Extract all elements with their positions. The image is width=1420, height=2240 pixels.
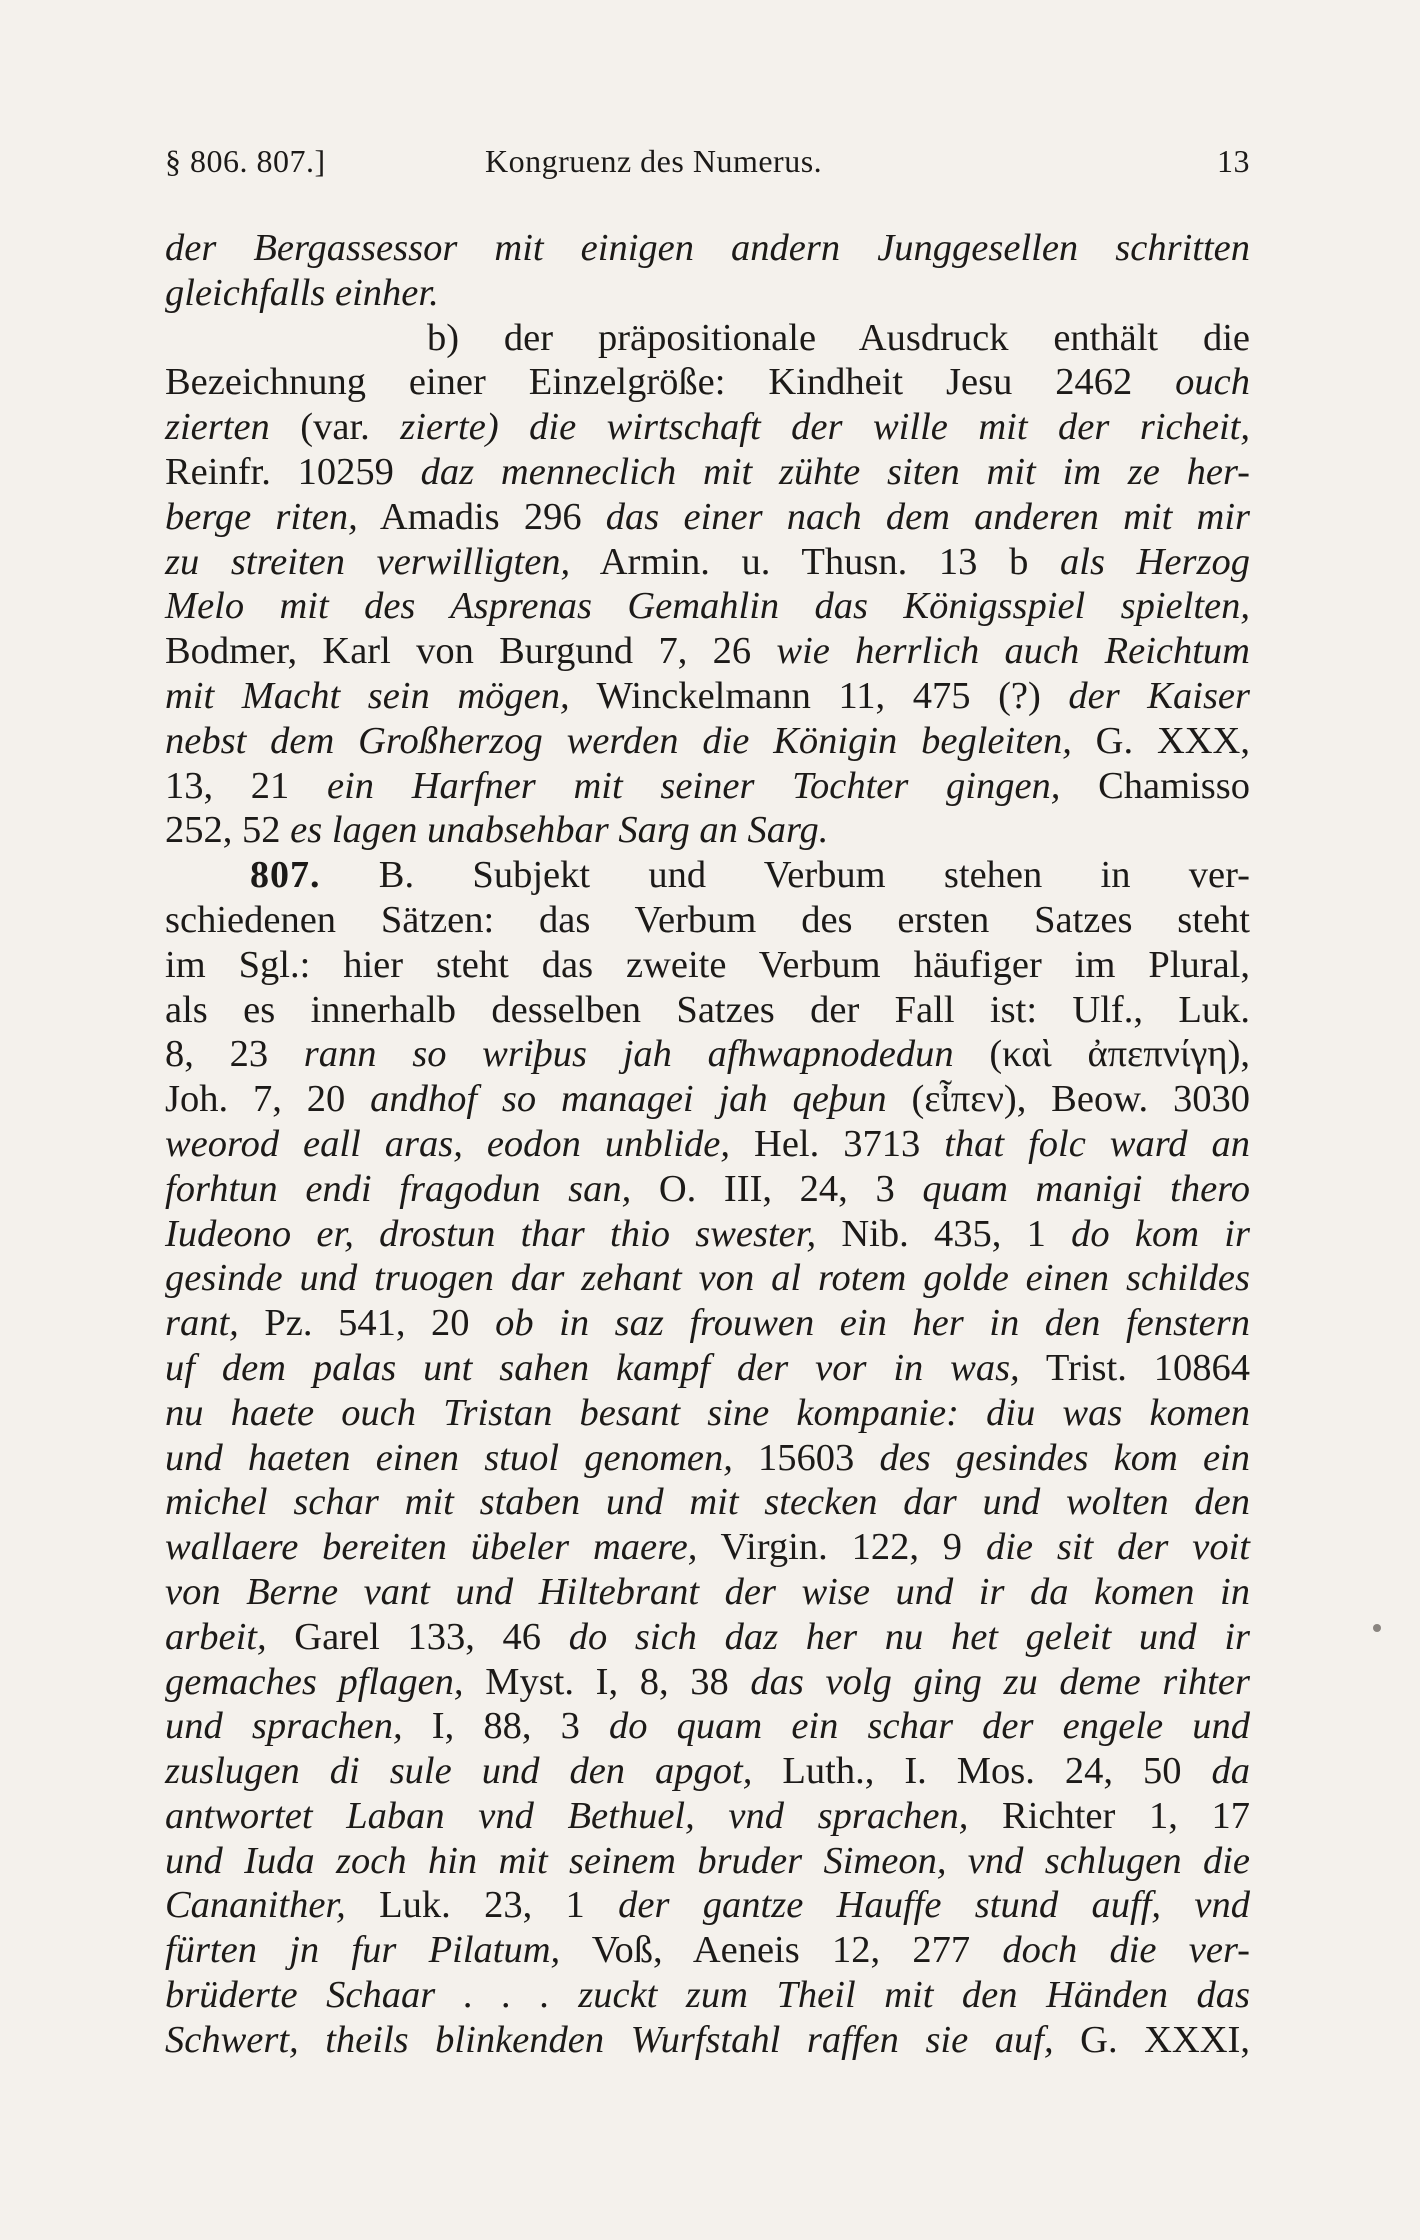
- text-line: [165, 1615, 1250, 1660]
- quoted-text: brüderte Schaar . . . zuckt zum Theil mit den Händen das: [165, 1974, 1250, 2017]
- quoted-text: gemaches pflagen,: [165, 1660, 464, 1703]
- citation-text: Amadis 296: [357, 495, 606, 538]
- quoted-text: arbeit,: [165, 1615, 267, 1658]
- citation-text: Joh. 7, 20: [165, 1078, 371, 1121]
- text-line: [165, 1794, 1250, 1839]
- text-line: [165, 764, 1250, 809]
- citation-text: 8, 23: [165, 1033, 304, 1076]
- quoted-text: der Kaiser: [1068, 674, 1250, 717]
- text-line: [165, 1301, 1250, 1346]
- text-line: [165, 808, 1250, 853]
- text-line: [165, 1032, 1250, 1077]
- quoted-text: und Iuda zoch hin mit seinem bruder Simeon, vnd schlugen die: [165, 1839, 1250, 1882]
- running-header: [165, 143, 1250, 187]
- text-line: [165, 943, 1250, 988]
- quoted-text: do quam ein schar der engele und: [609, 1705, 1250, 1748]
- citation-text: Reinfr. 10259: [165, 450, 421, 493]
- citation-text: G. XXXI,: [1053, 2018, 1250, 2061]
- text-line: [165, 1928, 1250, 1973]
- citation-text: Pz. 541, 20: [238, 1302, 496, 1345]
- citation-text: B. Subjekt und Verbum stehen in ver-: [320, 854, 1250, 897]
- text-line: [165, 1212, 1250, 1257]
- quoted-text: als Herzog: [1060, 540, 1250, 583]
- citation-text: Richter 1, 17: [968, 1794, 1250, 1837]
- citation-text: Hel. 3713: [730, 1122, 945, 1165]
- citation-text: Winckelmann 11, 475 (?): [569, 674, 1069, 717]
- text-line: [165, 629, 1250, 674]
- quoted-text: wie herrlich auch Reichtum: [776, 630, 1250, 673]
- text-line: [165, 1839, 1250, 1884]
- quoted-text: do sich daz her nu het geleit und ir: [568, 1615, 1250, 1658]
- text-line: [165, 360, 1250, 405]
- quoted-text: da: [1211, 1750, 1250, 1793]
- citation-text: O. III, 24, 3: [631, 1167, 923, 1210]
- text-line: [165, 988, 1250, 1033]
- citation-text: 252, 52: [165, 809, 291, 852]
- text-line: [165, 1660, 1250, 1705]
- quoted-text: ob in saz frouwen ein her in den fenstern: [495, 1302, 1251, 1345]
- citation-text: Bezeichnung einer Einzelgröße: Kindheit Jesu 2462: [165, 361, 1176, 404]
- citation-text: b) der präpositionale Ausdruck enthält die: [427, 316, 1250, 359]
- citation-text: Chamisso: [1060, 764, 1250, 807]
- quoted-text: und haeten einen stuol genomen,: [165, 1436, 733, 1479]
- quoted-text: zierte) die wirtschaft der wille mit der richeit,: [400, 406, 1250, 449]
- citation-text: (εἶπεν), Beow. 3030: [886, 1078, 1251, 1121]
- page-body-text: [165, 226, 1250, 2063]
- text-line: [165, 405, 1250, 450]
- text-line: [165, 271, 1250, 316]
- citation-text: als es innerhalb desselben Satzes der Fall ist: Ulf., Luk.: [165, 988, 1250, 1031]
- citation-text: 13, 21: [165, 764, 327, 807]
- citation-text: (καὶ ἀπεπνίγη),: [953, 1033, 1251, 1076]
- text-line: [165, 450, 1250, 495]
- text-line: [165, 853, 1250, 898]
- quoted-text: das einer nach dem anderen mit mir: [605, 495, 1250, 538]
- text-line: [165, 1883, 1250, 1928]
- citation-text: Trist. 10864: [1019, 1346, 1250, 1389]
- text-line: [165, 495, 1250, 540]
- text-line: [165, 1525, 1250, 1570]
- citation-text: Virgin. 122, 9: [697, 1526, 986, 1569]
- quoted-text: daz menneclich mit zühte siten mit im ze her-: [420, 450, 1250, 493]
- citation-text: Voß, Aeneis 12, 277: [560, 1929, 1003, 1972]
- citation-text: Luth., I. Mos. 24, 50: [752, 1750, 1212, 1793]
- quoted-text: zierten: [165, 406, 270, 449]
- quoted-text: zuslugen di sule und den apgot,: [165, 1750, 753, 1793]
- text-line: [165, 719, 1250, 764]
- text-line: [165, 1749, 1250, 1794]
- section-number: 807.: [250, 854, 321, 897]
- citation-text: Bodmer, Karl von Burgund 7, 26: [165, 630, 777, 673]
- text-line: [165, 674, 1250, 719]
- citation-text: Garel 133, 46: [266, 1615, 569, 1658]
- text-line: [165, 1167, 1250, 1212]
- page-number: 13: [1217, 143, 1250, 179]
- citation-text: Nib. 435, 1: [816, 1212, 1072, 1255]
- text-line: [165, 226, 1250, 271]
- text-line: [165, 1077, 1250, 1122]
- quoted-text: antwortet Laban vnd Bethuel, vnd sprachen,: [165, 1794, 969, 1837]
- text-line: [165, 1973, 1250, 2018]
- citation-text: im Sgl.: hier steht das zweite Verbum häufiger im Plural,: [165, 943, 1250, 986]
- text-line: [165, 898, 1250, 943]
- quoted-text: die sit der voit: [985, 1526, 1251, 1569]
- quoted-text: der gantze Hauffe stund auff, vnd: [618, 1884, 1250, 1927]
- quoted-text: gesinde und truogen dar zehant von al rotem golde einen schildes: [165, 1257, 1250, 1300]
- text-line: [165, 1570, 1250, 1615]
- quoted-text: und sprachen,: [165, 1705, 403, 1748]
- quoted-text: mit Macht sein mögen,: [165, 674, 570, 717]
- text-line: [165, 1346, 1250, 1391]
- text-line: [165, 1391, 1250, 1436]
- quoted-text: doch die ver-: [1002, 1929, 1250, 1972]
- quoted-text: forhtun endi fragodun san,: [165, 1167, 632, 1210]
- quoted-text: rann so wriþus jah afhwapnodedun: [303, 1033, 954, 1076]
- quoted-text: wallaere bereiten übeler maere,: [165, 1526, 698, 1569]
- quoted-text: Cananither,: [165, 1884, 346, 1927]
- citation-text: I, 88, 3: [402, 1705, 610, 1748]
- text-line: [165, 1480, 1250, 1525]
- quoted-text: es lagen unabsehbar Sarg an Sarg.: [290, 809, 829, 852]
- citation-text: Myst. I, 8, 38: [463, 1660, 751, 1703]
- citation-text: schiedenen Sätzen: das Verbum des ersten Satzes steht: [165, 898, 1250, 941]
- text-line: [165, 2018, 1250, 2063]
- quoted-text: das volg ging zu deme rihter: [750, 1660, 1251, 1703]
- text-line: [165, 540, 1250, 585]
- quoted-text: ein Harfner mit seiner Tochter gingen,: [327, 764, 1061, 807]
- quoted-text: fürten jn fur Pilatum,: [165, 1929, 561, 1972]
- quoted-text: gleichfalls einher.: [165, 271, 439, 314]
- quoted-text: andhof so managei jah qeþun: [370, 1078, 887, 1121]
- text-line: [165, 1436, 1250, 1481]
- quoted-text: Schwert, theils blinkenden Wurfstahl raffen sie auf,: [165, 2018, 1054, 2061]
- quoted-text: berge riten,: [165, 495, 358, 538]
- quoted-text: Melo mit des Asprenas Gemahlin das Königsspiel spielten,: [165, 585, 1250, 628]
- citation-text: (var.: [269, 406, 401, 449]
- text-line: [165, 1256, 1250, 1301]
- text-line: [165, 1704, 1250, 1749]
- quoted-text: nu haete ouch Tristan besant sine kompanie: diu was komen: [165, 1391, 1250, 1434]
- quoted-text: quam manigi thero: [922, 1167, 1250, 1210]
- quoted-text: rant,: [165, 1302, 239, 1345]
- quoted-text: zu streiten verwilligten,: [165, 540, 571, 583]
- quoted-text: michel schar mit staben und mit stecken dar und wolten den: [165, 1481, 1250, 1524]
- citation-text: 15603: [732, 1436, 880, 1479]
- citation-text: Luk. 23, 1: [345, 1884, 619, 1927]
- quoted-text: weorod eall aras, eodon unblide,: [165, 1122, 731, 1165]
- quoted-text: uf dem palas unt sahen kampf der vor in was,: [165, 1346, 1020, 1389]
- quoted-text: des gesindes kom ein: [879, 1436, 1250, 1479]
- speck-mark: [1373, 1624, 1381, 1632]
- citation-text: G. XXX,: [1071, 719, 1250, 762]
- text-line: [165, 1122, 1250, 1167]
- citation-text: Armin. u. Thusn. 13 b: [570, 540, 1061, 583]
- quoted-text: that folc ward an: [944, 1122, 1251, 1165]
- quoted-text: Iudeono er, drostun thar thio swester,: [165, 1212, 817, 1255]
- text-line: [165, 584, 1250, 629]
- quoted-text: ouch: [1175, 361, 1250, 404]
- quoted-text: von Berne vant und Hiltebrant der wise und ir da komen in: [165, 1570, 1250, 1613]
- text-line: [165, 316, 1250, 361]
- running-title: Kongruenz des Numerus.: [485, 143, 823, 179]
- section-reference: § 806. 807.]: [165, 143, 326, 179]
- quoted-text: do kom ir: [1071, 1212, 1250, 1255]
- quoted-text: nebst dem Großherzog werden die Königin begleiten,: [165, 719, 1072, 762]
- quoted-text: der Bergassessor mit einigen andern Junggesellen schritten: [165, 227, 1250, 269]
